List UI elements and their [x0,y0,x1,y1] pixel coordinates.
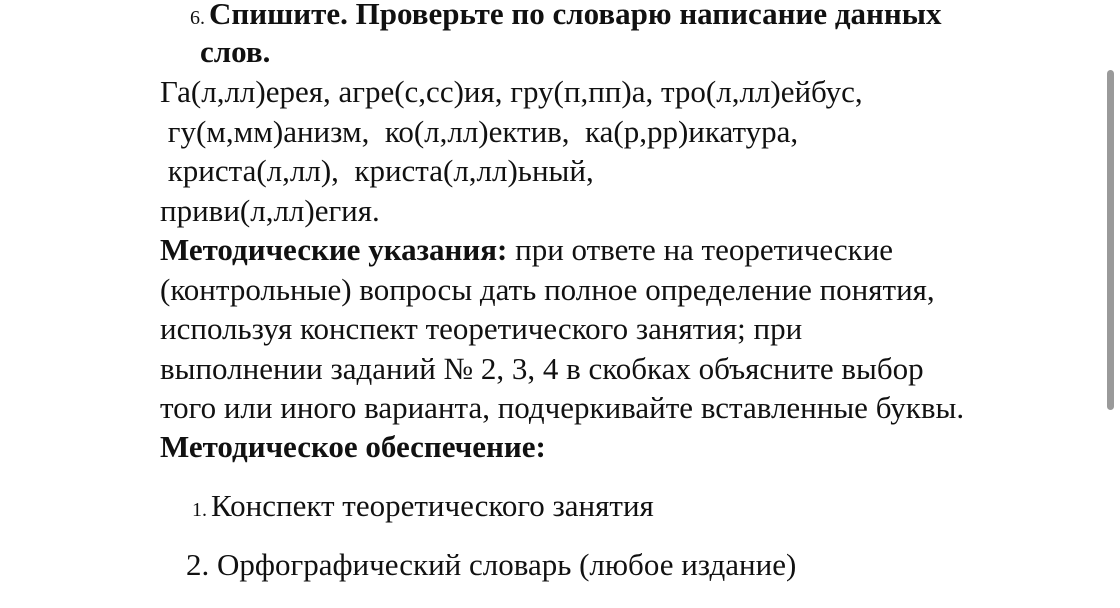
guidelines-line-1 [160,230,893,270]
task-title-line-1 [190,0,941,38]
vertical-scrollbar[interactable] [1107,70,1114,410]
task-title-line-2: слов. [200,34,271,69]
support-item-number: 2. [186,547,210,582]
support-item-number: 1. [192,499,207,521]
task-number: 6. [190,7,205,29]
task-title-text: Спишите. Проверьте по словарю написание данных [209,0,942,31]
word-line-3: криста(л,лл), криста(л,лл)ьный, [160,153,594,188]
word-line-1: Га(л,лл)ерея, агре(с,сс)ия, гру(п,пп)а, тро(л,лл)ейбус, [160,74,863,109]
support-heading: Методическое обеспечение: [160,429,546,464]
guidelines-line-3: используя конспект теоретического занятия; при [160,311,803,346]
support-item-2 [186,545,796,585]
guidelines-heading: Методические указания: [160,232,508,267]
guidelines-line-2: (контрольные) вопросы дать полное определение понятия, [160,272,935,307]
guidelines-line-5: того или иного варианта, подчеркивайте вставленные буквы. [160,390,965,425]
support-item-1 [192,486,654,530]
word-line-2: гу(м,мм)анизм, ко(л,лл)ектив, ка(р,рр)икатура, [160,114,799,149]
word-line-4: приви(л,лл)егия. [160,193,380,228]
guidelines-line-4: выполнении заданий № 2, 3, 4 в скобках объясните выбор [160,351,924,386]
guidelines-first-text: при ответе на теоретические [507,232,894,267]
support-item-text: Орфографический словарь (любое издание) [217,547,797,582]
support-item-text: Конспект теоретического занятия [211,488,654,523]
